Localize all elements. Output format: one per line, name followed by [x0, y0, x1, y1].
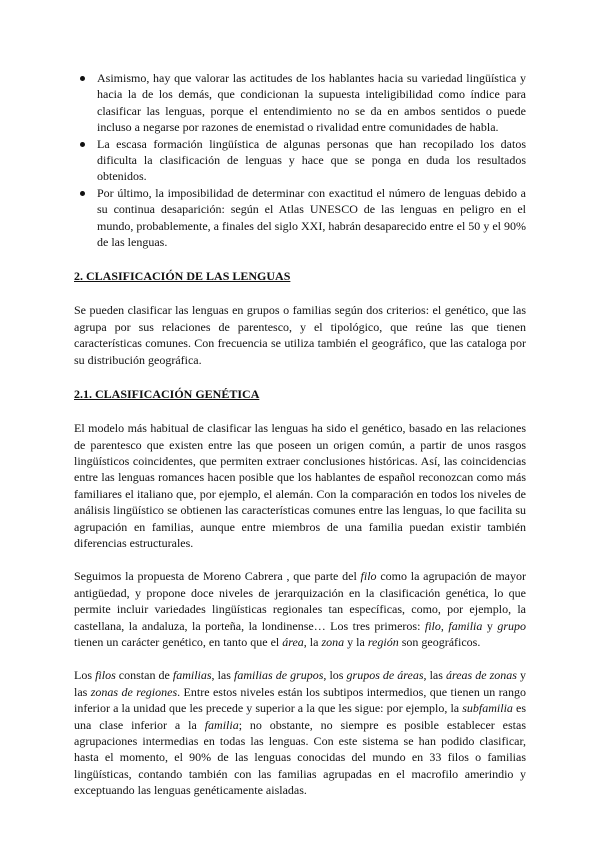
term-italic: zonas de regiones	[90, 684, 178, 699]
bullet-item	[74, 70, 526, 136]
term-italic: área	[282, 634, 304, 649]
text-run: , las	[423, 668, 446, 683]
term-italic: zona	[321, 634, 345, 649]
paragraph: El modelo más habitual de clasificar las lenguas ha sido el genético, basado en las relaciones de parentesco que existen entre las que poseen un origen común, a partir de unos rasgos lingüísticos coincidentes, que permiten extraer conclusiones históricas. Así, las coincidencias entre las lenguas romances hacen posible que los hablantes de español reconozcan como más familiares el italiano que, por ejemplo, el alemán. Con la comparación en todos los niveles de análisis lingüístico se obtienen las características comunes entre las lenguas, lo que facilita su agrupación en familias, aunque entre miembros de una familia puedan existir también diferencias estructurales.	[74, 421, 526, 550]
text-run: Seguimos la propuesta de Moreno Cabrera , que parte del	[74, 569, 361, 584]
bullet-icon	[80, 76, 85, 81]
subsection-heading: 2.1. CLASIFICACIÓN GENÉTICA	[74, 387, 260, 402]
term-italic: filo	[424, 618, 441, 633]
term-italic: grupo	[497, 618, 526, 633]
text-run: son geográficos.	[398, 634, 481, 649]
text-run: . Entre estos niveles están los subtipos intermedios, que tienen un rango inferior a la unidad que les precede y superior a la que les sigue: por ejemplo, la	[74, 684, 526, 716]
bullet-icon	[80, 142, 85, 147]
text-run: como la agrupación de mayor antigüedad, y propone doce niveles de jerarquización en la clasificación genética, lo que permite incluir variedades lingüísticas regionales tan específicas, como, por ejemplo, la castellana, la andaluza, la porteña, la londinense… Los tres primeros:	[74, 569, 526, 633]
text-run: ; no obstante, no siempre es posible establecer estas agrupaciones intermedias en todas las lenguas. Con este sistema se han podido clasificar, hasta el momento, el 90% de las lenguas conocidas del mundo en 33 filos o familias lingüísticas, contando también con las familias agrupadas en el macrofilo amerindio y exceptuando las lenguas genéticamente aisladas.	[74, 717, 527, 798]
section-heading: 2. CLASIFICACIÓN DE LAS LENGUAS	[74, 269, 291, 284]
term-italic: áreas de zonas	[445, 668, 517, 683]
bullet-text: Asimismo, hay que valorar las actitudes de los hablantes hacia su variedad lingüística y hacia la de los demás, que condicionan la supuesta inteligibilidad como índice para clasificar las lenguas, porque el entendimiento no se da en ambos sentidos o puede incluso a negarse por razones de enemistad o rivalidad entre comunidades de habla.	[97, 71, 526, 135]
text-run: y las	[74, 668, 527, 699]
paragraph: Se pueden clasificar las lenguas en grupos o familias según dos criterios: el genético, que las agrupa por sus relaciones de parentesco, y el tipológico, que reúne las que tienen características comunes. Con frecuencia se utiliza también el geográfico, que las cataloga por su distribución geográfica.	[74, 303, 526, 367]
text-run: constan de	[115, 668, 173, 683]
text-run: , los	[323, 668, 347, 683]
text-run: , las	[211, 668, 234, 683]
text-run: tienen un carácter genético, en tanto que el	[74, 634, 283, 649]
term-italic: grupos de áreas	[346, 668, 424, 683]
text-run: , la	[303, 634, 322, 649]
term-italic: familias	[172, 668, 212, 683]
term-italic: familia	[448, 618, 483, 633]
text-run: y la	[344, 634, 368, 649]
text-run: Los	[74, 668, 96, 683]
bullet-item	[74, 136, 526, 185]
term-italic: familias de grupos	[233, 668, 324, 683]
term-italic: subfamilia	[462, 701, 513, 716]
bullet-text: La escasa formación lingüística de algunas personas que han recopilado los datos dificulta la clasificación de lenguas y hace que se ponga en duda los resultados obtenidos.	[97, 136, 526, 184]
text-run: es una clase inferior a la	[74, 701, 527, 732]
bullet-icon	[80, 191, 85, 196]
bullet-text: Por último, la imposibilidad de determinar con exactitud el número de lenguas debido a su continua desaparición: según el Atlas UNESCO de las lenguas en peligro en el mundo, probablemente, a finales del siglo XXI, habrán desaparecido entre el 50 y el 90% de las lenguas.	[97, 185, 526, 250]
paragraph	[74, 568, 526, 650]
bullet-item	[74, 185, 526, 251]
paragraph	[74, 667, 526, 798]
bullet-list	[74, 70, 526, 250]
term-italic: filo	[360, 569, 377, 584]
term-italic: filos	[95, 668, 116, 683]
term-italic: región	[367, 634, 399, 649]
text-run: y	[482, 618, 498, 633]
text-run: ,	[440, 618, 449, 633]
document-body	[74, 70, 526, 799]
term-italic: familia	[204, 717, 239, 732]
